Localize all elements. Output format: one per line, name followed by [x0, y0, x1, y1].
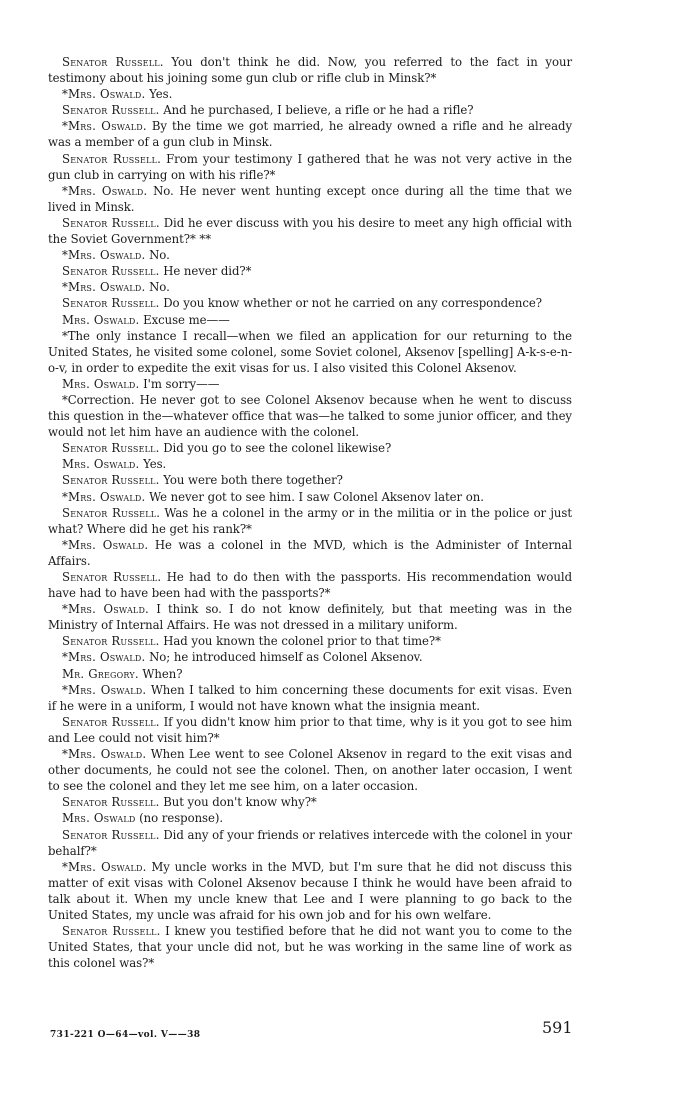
testimony-paragraph [48, 312, 572, 328]
paragraph-text: By the time we got married, he already owned a rifle and he already was a member of a gun club in Minsk. [48, 119, 572, 150]
testimony-paragraph [48, 86, 572, 102]
speaker-name: Senator Russell. [62, 55, 164, 69]
speaker-name: Senator Russell. [62, 634, 160, 649]
speaker-name: Senator Russell. [62, 827, 160, 842]
speaker-name: *Mrs. Oswald. [62, 537, 149, 552]
paragraph-text: I knew you testified before that he did not want you to come to the United States, that your uncle did not, but he was working in the same line of work as this colonel was?* [48, 924, 573, 971]
paragraph-text: When Lee went to see Colonel Aksenov in regard to the exit visas and other documents, he could not see the colonel. Then, on another later occasion, I went to see the colonel and they let me see him, on a later occasion. [48, 747, 573, 794]
speaker-name: *Mrs. Oswald. [62, 650, 146, 665]
speaker-name: Mrs. Oswald. [62, 457, 140, 472]
testimony-paragraph [48, 247, 572, 263]
speaker-name: *Mrs. Oswald. [62, 183, 148, 198]
speaker-name: Senator Russell. [62, 441, 160, 456]
testimony-paragraph [48, 827, 572, 859]
testimony-paragraph [48, 505, 572, 537]
speaker-name: *Mrs. Oswald. [62, 747, 147, 762]
testimony-paragraph [48, 118, 572, 150]
testimony-paragraph [48, 215, 572, 247]
testimony-paragraph [48, 102, 572, 118]
paragraph-text: Did you go to see the colonel likewise? [163, 441, 392, 456]
paragraph-text: No. He never went hunting except once during all the time that we lived in Minsk. [48, 183, 572, 214]
testimony-paragraph [48, 923, 572, 971]
testimony-paragraph [48, 537, 572, 569]
paragraph-text: Was he a colonel in the army or in the militia or in the police or just what? Where did he get his rank?* [48, 505, 572, 536]
paragraph-text: When? [142, 666, 183, 681]
paragraph-text: No; he introduced himself as Colonel Aksenov. [149, 650, 423, 665]
paragraph-text: You don't think he did. Now, you referred to the fact in your testimony about his joining some gun club or rifle club in Minsk?* [48, 55, 572, 86]
testimony-paragraph [48, 682, 572, 714]
paragraph-text: Do you know whether or not he carried on any correspondence? [163, 296, 542, 311]
speaker-name: Mrs. Oswald [62, 811, 136, 826]
testimony-paragraph [48, 569, 572, 601]
speaker-name: Senator Russell. [62, 296, 160, 311]
paragraph-text: No. [149, 280, 170, 295]
speaker-name: Senator Russell. [62, 795, 160, 810]
speaker-name: Senator Russell. [62, 103, 160, 118]
testimony-paragraph [48, 649, 572, 665]
paragraph-text: From your testimony I gathered that he was not very active in the gun club in carrying on with his rifle?* [48, 151, 572, 182]
testimony-paragraph [48, 489, 572, 505]
paragraph-text: Did any of your friends or relatives intercede with the colonel in your behalf?* [48, 827, 573, 858]
testimony-paragraph [48, 456, 572, 472]
paragraph-text: Had you known the colonel prior to that time?* [163, 634, 441, 649]
paragraph-text: And he purchased, I believe, a rifle or he had a rifle? [163, 103, 474, 118]
speaker-name: Senator Russell. [62, 570, 162, 584]
print-code: 731-221 O—64—vol. V——38 [50, 1030, 201, 1040]
testimony-paragraph [48, 714, 572, 746]
paragraph-text: Did he ever discuss with you his desire to meet any high official with the Soviet Government?* ** [48, 215, 572, 247]
paragraph-text: We never got to see him. I saw Colonel Aksenov later on. [149, 489, 484, 504]
testimony-paragraph [48, 279, 572, 295]
speaker-name: Senator Russell. [62, 264, 160, 279]
testimony-paragraph [48, 810, 572, 826]
paragraph-text: He never did?* [163, 264, 252, 279]
paragraph-text: Yes. [143, 457, 167, 472]
testimony-paragraph [48, 746, 572, 794]
paragraph-text: But you don't know why?* [163, 795, 317, 810]
speaker-name: Senator Russell. [62, 215, 160, 230]
speaker-name: *Mrs. Oswald. [62, 489, 146, 504]
testimony-paragraph [48, 666, 572, 682]
speaker-name: *Mrs. Oswald. [62, 859, 147, 874]
paragraph-text: Yes. [149, 87, 173, 102]
paragraph-text: You were both there together? [163, 473, 343, 488]
testimony-paragraph [48, 392, 572, 440]
testimony-paragraph [48, 376, 572, 392]
paragraph-text: I'm sorry—— [143, 376, 220, 391]
speaker-name: *Mrs. Oswald. [62, 248, 146, 263]
speaker-name: Mrs. Oswald. [62, 376, 140, 391]
paragraph-text: He was a colonel in the MVD, which is the Administer of Internal Affairs. [48, 537, 572, 568]
testimony-paragraph [48, 472, 572, 488]
paragraph-text: My uncle works in the MVD, but I'm sure that he did not discuss this matter of exit visas with Colonel Aksenov because I think he would have been afraid to talk about it. When my uncle knew that Lee and I were planning to go back to the United States, my uncle was afraid for his own job and for his own welfare. [48, 859, 572, 922]
paragraph-text: Excuse me—— [143, 312, 230, 327]
paragraph-text: He had to do then with the passports. His recommendation would have had to have been had with the passports?* [48, 570, 573, 601]
speaker-name: Senator Russell. [62, 924, 161, 939]
speaker-name: Senator Russell. [62, 473, 160, 488]
speaker-name: *Mrs. Oswald. [62, 682, 147, 697]
paragraph-text: I think so. I do not know definitely, but that meeting was in the Ministry of Internal Affairs. He was not dressed in a military uniform. [48, 602, 573, 633]
paragraph-text: *Correction. He never got to see Colonel Aksenov because when he went to discuss this question in the—whatever office that was—he talked to some junior officer, and they would not let him have an audience with the colonel. [48, 392, 572, 440]
speaker-name: Senator Russell. [62, 714, 160, 729]
testimony-paragraph [48, 633, 572, 649]
paragraph-text: (no response). [139, 811, 224, 826]
page-number: 591 [542, 1018, 573, 1037]
speaker-name: *Mrs. Oswald. [62, 280, 146, 295]
speaker-name: Mrs. Oswald. [62, 312, 140, 327]
paragraph-text: When I talked to him concerning these documents for exit visas. Even if he were in a uniform, I would not have known what the insignia meant. [48, 682, 572, 713]
testimony-paragraph [48, 151, 572, 183]
speaker-name: *Mrs. Oswald. [62, 602, 149, 617]
testimony-paragraph [48, 859, 572, 923]
testimony-paragraph [48, 295, 572, 311]
testimony-paragraph [48, 328, 572, 376]
testimony-body [48, 54, 572, 971]
speaker-name: Senator Russell. [62, 505, 161, 520]
paragraph-text: No. [149, 248, 170, 263]
paragraph-text: *The only instance I recall—when we filed an application for our returning to the United States, he visited some colonel, some Soviet colonel, Aksenov [spelling] A-k-s-e-n-o-v, in order to expedite the exit visas for us. I also visited this Colonel Aksenov. [48, 328, 572, 375]
paragraph-text: If you didn't know him prior to that time, why is it you got to see him and Lee could not visit him?* [48, 714, 573, 745]
speaker-name: *Mrs. Oswald. [62, 119, 147, 134]
speaker-name: *Mrs. Oswald. [62, 87, 146, 102]
testimony-paragraph [48, 183, 572, 215]
speaker-name: Mr. Gregory. [62, 666, 139, 681]
testimony-paragraph [48, 54, 572, 86]
testimony-paragraph [48, 794, 572, 810]
testimony-paragraph [48, 263, 572, 279]
speaker-name: Senator Russell. [62, 151, 162, 166]
testimony-paragraph [48, 601, 572, 633]
testimony-paragraph [48, 440, 572, 456]
